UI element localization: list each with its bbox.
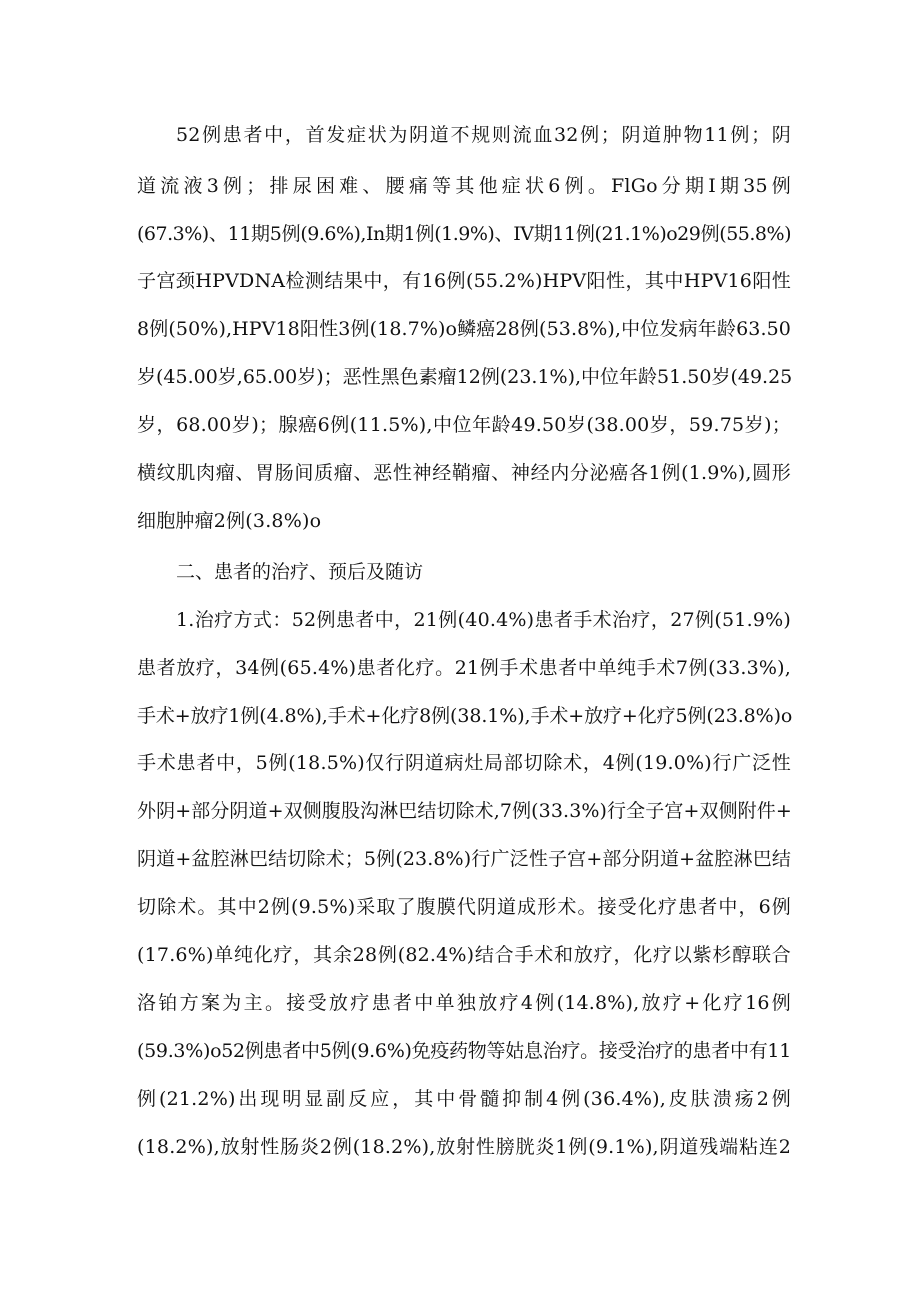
paragraph-1-line-8: 横纹肌肉瘤、胃肠间质瘤、恶性神经鞘瘤、神经内分泌癌各1例(1.9%),圆形 bbox=[137, 462, 791, 484]
paragraph-2-line-9: 洛铂方案为主。接受放疗患者中单独放疗4例(14.8%),放疗+化疗16例 bbox=[137, 992, 791, 1014]
paragraph-2-line-4: 手术患者中，5例(18.5%)仅行阴道病灶局部切除术，4例(19.0%)行广泛性 bbox=[137, 752, 791, 774]
paragraph-1-line-4: 子宫颈HPVDNA检测结果中，有16例(55.2%)HPV阳性，其中HPV16阳性 bbox=[137, 270, 791, 292]
paragraph-2-line-7: 切除术。其中2例(9.5%)采取了腹膜代阴道成形术。接受化疗患者中，6例 bbox=[137, 896, 791, 918]
paragraph-2-line-2: 患者放疗，34例(65.4%)患者化疗。21例手术患者中单纯手术7例(33.3%), bbox=[137, 657, 791, 679]
paragraph-2-line-6: 阴道+盆腔淋巴结切除术；5例(23.8%)行广泛性子宫+部分阴道+盆腔淋巴结 bbox=[137, 848, 791, 870]
paragraph-1-line-6: 岁(45.00岁,65.00岁)；恶性黑色素瘤12例(23.1%),中位年龄51.50岁(49.25 bbox=[137, 366, 793, 388]
paragraph-2-line-1: 1.治疗方式：52例患者中，21例(40.4%)患者手术治疗，27例(51.9%) bbox=[176, 609, 791, 631]
paragraph-1-line-1: 52例患者中，首发症状为阴道不规则流血32例；阴道肿物11例；阴 bbox=[176, 124, 791, 146]
paragraph-1-line-2: 道流液3例；排尿困难、腰痛等其他症状6例。FlGo分期I期35例 bbox=[137, 175, 791, 197]
section-heading: 二、患者的治疗、预后及随访 bbox=[176, 561, 424, 583]
paragraph-2-line-12: (18.2%),放射性肠炎2例(18.2%),放射性膀胱炎1例(9.1%),阴道残端粘连2 bbox=[137, 1136, 791, 1158]
paragraph-1-line-5: 8例(50%),HPV18阳性3例(18.7%)o鳞癌28例(53.8%),中位发病年龄63.50 bbox=[137, 318, 791, 340]
paragraph-1-line-3: (67.3%)、11期5例(9.6%),In期1例(1.9%)、IV期11例(21.1%)o29例(55.8%) bbox=[137, 223, 791, 245]
paragraph-2-line-3: 手术+放疗1例(4.8%),手术+化疗8例(38.1%),手术+放疗+化疗5例(23.8%)o bbox=[137, 705, 793, 727]
paragraph-2-line-5: 外阴+部分阴道+双侧腹股沟淋巴结切除术,7例(33.3%)行全子宫+双侧附件+ bbox=[137, 800, 792, 822]
paragraph-2-line-8: (17.6%)单纯化疗，其余28例(82.4%)结合手术和放疗，化疗以紫杉醇联合 bbox=[137, 944, 791, 966]
paragraph-2-line-11: 例(21.2%)出现明显副反应，其中骨髓抑制4例(36.4%),皮肤溃疡2例 bbox=[137, 1088, 791, 1110]
paragraph-1-line-7: 岁，68.00岁)；腺癌6例(11.5%),中位年龄49.50岁(38.00岁，59.75岁)； bbox=[137, 414, 791, 436]
paragraph-1-line-9: 细胞肿瘤2例(3.8%)o bbox=[137, 510, 322, 532]
paragraph-2-line-10: (59.3%)o52例患者中5例(9.6%)免疫药物等姑息治疗。接受治疗的患者中有11 bbox=[137, 1040, 791, 1062]
